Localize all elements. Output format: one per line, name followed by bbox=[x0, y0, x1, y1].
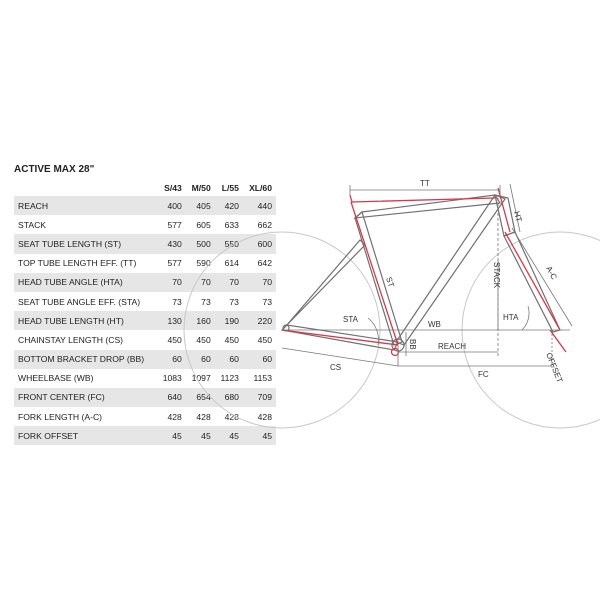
cell-value: 60 bbox=[243, 350, 276, 369]
seat-tube bbox=[355, 212, 402, 345]
ht-label: HT bbox=[512, 210, 524, 223]
cell-value: 45 bbox=[157, 426, 186, 445]
cell-value: 405 bbox=[186, 196, 215, 215]
cell-value: 428 bbox=[257, 411, 272, 422]
cell-value: 73 bbox=[201, 296, 211, 307]
cell-value: 640 bbox=[157, 388, 186, 407]
row-label: BOTTOM BRACKET DROP (BB) bbox=[14, 350, 157, 369]
chart-title: ACTIVE MAX 28" bbox=[14, 164, 95, 175]
cell-value: 130 bbox=[157, 311, 186, 330]
cell-value: 654 bbox=[186, 388, 215, 407]
cell-value: 1083 bbox=[162, 373, 182, 384]
cell-value: 60 bbox=[186, 350, 215, 369]
row-label: TOP TUBE LENGTH EFF. (TT) bbox=[18, 258, 137, 269]
cell-value: 709 bbox=[243, 388, 276, 407]
cell-value: 600 bbox=[243, 234, 276, 253]
cell-value: 73 bbox=[262, 296, 272, 307]
cell-value: 60 bbox=[215, 350, 243, 369]
row-label: HEAD TUBE LENGTH (HT) bbox=[14, 311, 157, 330]
dimension-lines bbox=[282, 184, 572, 370]
cell-value: 428 bbox=[224, 411, 239, 422]
cell-value: 450 bbox=[196, 334, 211, 345]
cell-value: 70 bbox=[243, 273, 276, 292]
cell-value: 577 bbox=[167, 258, 182, 269]
row-label: HEAD TUBE ANGLE (HTA) bbox=[14, 273, 157, 292]
cell-value: 440 bbox=[243, 196, 276, 215]
row-label: WHEELBASE (WB) bbox=[18, 373, 94, 384]
cell-value: 633 bbox=[224, 219, 239, 230]
hta-label: HTA bbox=[503, 313, 519, 322]
ht-dimension bbox=[510, 184, 520, 232]
cell-value: 450 bbox=[224, 334, 239, 345]
cell-value: 45 bbox=[243, 426, 276, 445]
offset-label: OFFSET bbox=[544, 351, 565, 385]
st-label: ST bbox=[384, 275, 396, 289]
cell-value: 605 bbox=[196, 219, 211, 230]
size-header: L/55 bbox=[221, 183, 239, 193]
cell-value: 45 bbox=[186, 426, 215, 445]
wb-label: WB bbox=[428, 320, 441, 329]
cell-value: 662 bbox=[257, 219, 272, 230]
hta-arc bbox=[522, 306, 529, 330]
cell-value: 70 bbox=[186, 273, 215, 292]
cell-value: 73 bbox=[172, 296, 182, 307]
cell-value: 70 bbox=[157, 273, 186, 292]
row-label: SEAT TUBE ANGLE EFF. (STA) bbox=[18, 296, 141, 307]
cell-value: 590 bbox=[196, 258, 211, 269]
cell-value: 428 bbox=[167, 411, 182, 422]
cell-value: 428 bbox=[196, 411, 211, 422]
cell-value: 160 bbox=[186, 311, 215, 330]
row-label: FORK OFFSET bbox=[14, 426, 157, 445]
cell-value: 577 bbox=[167, 219, 182, 230]
cell-value: 1153 bbox=[253, 373, 272, 384]
tt-measure bbox=[350, 195, 495, 202]
row-label: FORK LENGTH (A-C) bbox=[18, 411, 103, 422]
cell-value: 642 bbox=[257, 258, 272, 269]
cell-value: 45 bbox=[215, 426, 243, 445]
cell-value: 220 bbox=[243, 311, 276, 330]
cs-label: CS bbox=[330, 363, 342, 372]
cs-measure bbox=[282, 330, 398, 345]
cell-value: 190 bbox=[215, 311, 243, 330]
down-tube bbox=[396, 195, 505, 345]
cell-value: 1123 bbox=[220, 373, 239, 384]
row-label: CHAINSTAY LENGTH (CS) bbox=[18, 334, 124, 345]
row-label: REACH bbox=[14, 196, 157, 215]
cell-value: 73 bbox=[229, 296, 239, 307]
bb-label: BB bbox=[408, 339, 417, 350]
reach-label: REACH bbox=[438, 342, 467, 351]
st-measure bbox=[351, 202, 398, 345]
cell-value: 400 bbox=[157, 196, 186, 215]
stack-label: STACK bbox=[492, 262, 501, 289]
cell-value: 450 bbox=[167, 334, 182, 345]
cell-value: 430 bbox=[157, 234, 186, 253]
fc-label: FC bbox=[478, 370, 489, 379]
cell-value: 550 bbox=[215, 234, 243, 253]
row-label: SEAT TUBE LENGTH (ST) bbox=[14, 234, 157, 253]
cell-value: 500 bbox=[186, 234, 215, 253]
cell-value: 420 bbox=[215, 196, 243, 215]
cell-value: 450 bbox=[257, 334, 272, 345]
row-label: STACK bbox=[18, 219, 47, 230]
cell-value: 680 bbox=[215, 388, 243, 407]
tt-label: TT bbox=[420, 179, 430, 188]
cell-value: 614 bbox=[224, 258, 239, 269]
size-header: M/50 bbox=[191, 183, 211, 193]
sta-label: STA bbox=[343, 315, 358, 324]
size-header: XL/60 bbox=[249, 183, 272, 193]
ac-label: A-C bbox=[544, 264, 559, 282]
size-header: S/43 bbox=[164, 183, 182, 193]
offset-measure bbox=[550, 330, 566, 352]
row-label: FRONT CENTER (FC) bbox=[14, 388, 157, 407]
cell-value: 60 bbox=[157, 350, 186, 369]
cell-value: 1097 bbox=[191, 373, 211, 384]
cell-value: 70 bbox=[215, 273, 243, 292]
